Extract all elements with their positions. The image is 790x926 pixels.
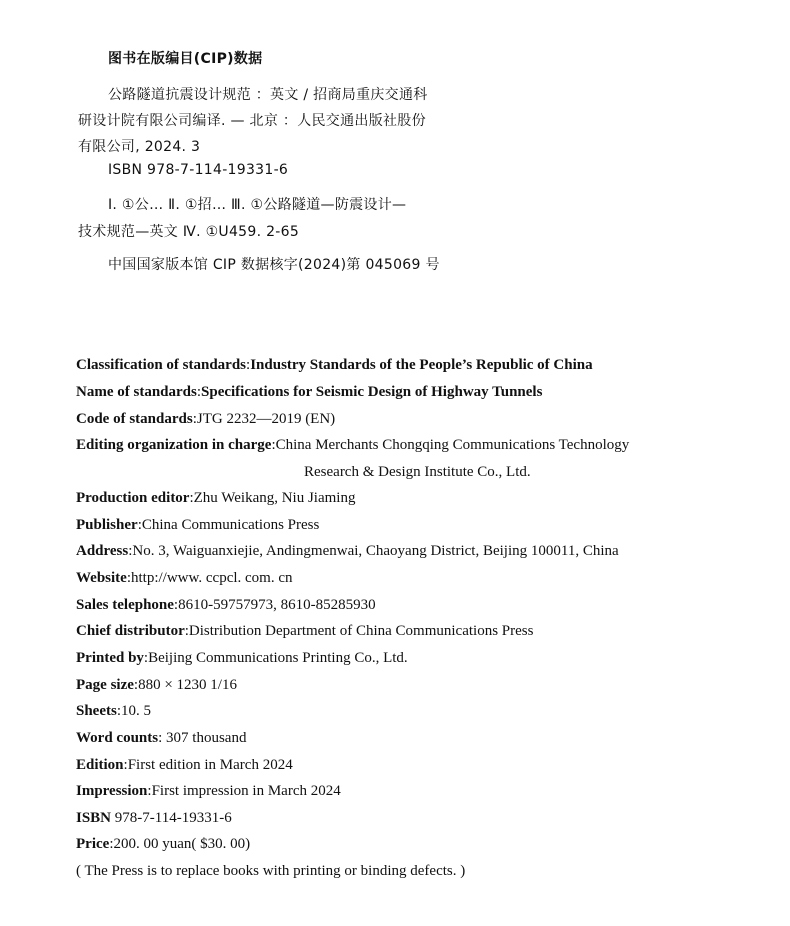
value: China Communications Press [141,517,320,533]
row-printed-by: Printed by:Beijing Communications Printing Co., Ltd. [76,650,408,666]
row-price: Price:200. 00 yuan( $30. 00) [76,836,251,852]
row-production-editor: Production editor:Zhu Weikang, Niu Jiaming [76,490,356,506]
value: Specifications for Seismic Design of Highway Tunnels [201,384,543,400]
value: Zhu Weikang, Niu Jiaming [193,490,356,506]
label: Sales telephone [76,597,174,613]
row-code: Code of standards:JTG 2232—2019 (EN) [76,411,336,427]
cip-classification-1: Ⅰ. ①公… Ⅱ. ①招… Ⅲ. ①公路隧道—防震设计— [108,197,407,213]
cip-classification-2: 技术规范—英文 Ⅳ. ①U459. 2-65 [78,224,300,240]
cip-line-3: 有限公司, 2024. 3 [78,139,201,155]
value: China Merchants Chongqing Communications Technology [275,437,630,453]
label: Sheets [76,703,117,719]
value: 10. 5 [121,703,152,719]
label: Publisher [76,517,138,533]
label: Word counts [76,730,159,746]
row-impression: Impression:First impression in March 2024 [76,783,341,799]
label: Website [76,570,127,586]
value: Distribution Department of China Communications Press [188,623,534,639]
label: Name of standards [76,384,197,400]
label: Price [76,836,110,852]
row-publisher: Publisher:China Communications Press [76,517,320,533]
row-editing-organization: Editing organization in charge:China Merchants Chongqing Communications Technology [76,437,630,453]
label: Classification of standards [76,357,247,373]
value: 8610-59757973, 8610-85285930 [178,597,376,613]
value: 307 thousand [162,730,247,746]
row-address: Address:No. 3, Waiguanxiejie, Andingmenwai, Chaoyang District, Beijing 100011, China [76,543,619,559]
cip-line-1: 公路隧道抗震设计规范 ：英文 / 招商局重庆交通科 [108,87,428,103]
website-link: http://www. ccpcl. com. cn [131,570,293,586]
value: First edition in March 2024 [127,757,293,773]
value: Research & Design Institute Co., Ltd. [304,464,531,480]
row-sales-telephone: Sales telephone:8610-59757973, 8610-85285930 [76,597,376,613]
label: Page size [76,677,134,693]
row-classification: Classification of standards:Industry Standards of the People’s Republic of China [76,357,593,373]
row-editing-organization-cont [304,464,531,481]
value: First impression in March 2024 [151,783,341,799]
row-word-counts: Word counts: 307 thousand [76,730,247,746]
label: Address [76,543,129,559]
label: ISBN [76,810,112,826]
label: Production editor [76,490,190,506]
cip-record-number: 中国国家版本馆 CIP 数据核字(2024)第 045069 号 [108,257,440,273]
row-sheets: Sheets:10. 5 [76,703,152,719]
cip-line-2: 研设计院有限公司编译. — 北京 ：人民交通出版社股份 [78,113,426,129]
label: Edition [76,757,124,773]
replacement-note: ( The Press is to replace books with printing or binding defects. ) [76,863,466,879]
row-website: Website:http://www. ccpcl. com. cn [76,570,293,586]
label: Chief distributor [76,623,185,639]
row-chief-distributor: Chief distributor:Distribution Department of China Communications Press [76,623,534,639]
row-edition: Edition:First edition in March 2024 [76,757,293,773]
value: 880 × 1230 1/16 [138,677,237,693]
cip-title: 图书在版编目(CIP)数据 [108,51,263,67]
row-isbn [76,810,232,827]
value: 200. 00 yuan( $30. 00) [113,836,251,852]
row-page-size: Page size:880 × 1230 1/16 [76,677,237,693]
cip-isbn: ISBN 978-7-114-19331-6 [108,162,289,178]
row-name: Name of standards:Specifications for Seismic Design of Highway Tunnels [76,384,543,400]
value: JTG 2232—2019 (EN) [196,411,336,427]
label: Editing organization in charge [76,437,272,453]
label: Printed by [76,650,144,666]
value: No. 3, Waiguanxiejie, Andingmenwai, Chaoyang District, Beijing 100011, China [132,543,619,559]
label: Code of standards [76,411,193,427]
value: Industry Standards of the People’s Republic of China [250,357,593,373]
value: Beijing Communications Printing Co., Ltd. [148,650,408,666]
label: Impression [76,783,148,799]
value: 978-7-114-19331-6 [114,810,232,826]
